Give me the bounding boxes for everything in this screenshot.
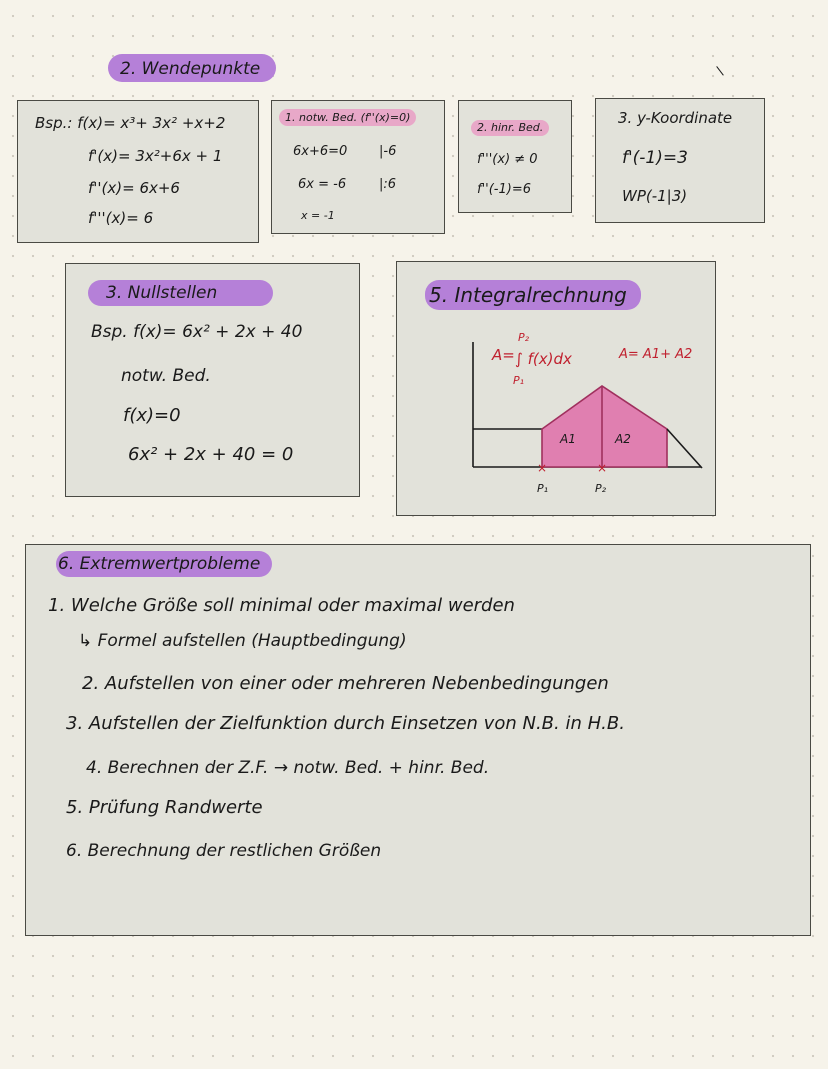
extremwert-item-3: 3. Aufstellen der Zielfunktion durch Einsetzen von N.B. in H.B. [66,713,625,734]
notw-eq-3: x = -1 [301,209,335,222]
example-line-3: f''(x)= 6x+6 [88,179,180,197]
nullstellen-fx0: f(x)=0 [123,405,181,426]
notw-eq-1: 6x+6=0 [293,144,348,159]
point-marker-p2: × [596,461,608,475]
integral-graph [397,262,717,517]
y-coordinate-line-2: WP(-1|3) [622,187,688,205]
extremwert-item-4: 4. Berechnen der Z.F. → notw. Bed. + hinr. Bed. [86,758,490,778]
hinr-line-2: f''(-1)=6 [477,182,531,197]
point-label-p2: P₂ [595,482,607,495]
notw-eq-2: 6x = -6 [298,177,347,192]
notw-op-1: |-6 [379,144,397,159]
nullstellen-cond: notw. Bed. [121,366,211,386]
section-title-nullstellen: 3. Nullstellen [88,280,273,306]
point-label-p1: P₁ [537,482,549,495]
extremwert-item-5: 5. Prüfung Randwerte [66,797,263,818]
extremwert-item-6: 6. Berechnung der restlichen Größen [66,841,382,861]
graph-area-fill [542,386,667,467]
area-label-a1: A1 [560,432,576,446]
integral-upper-bound: P₂ [518,331,530,344]
hinr-bed-box [458,100,572,213]
extremwert-item-1: 1. Welche Größe soll minimal oder maximal werden [48,595,515,616]
nullstellen-box [65,263,360,497]
integral-expression: ∫ f(x)dx [515,350,572,368]
extremwert-box [25,544,811,936]
example-line-1: Bsp.: f(x)= x³+ 3x² +x+2 [35,114,226,132]
extremwert-item-2: 2. Aufstellen von einer oder mehreren Nebenbedingungen [82,673,609,694]
section-title-extremwertprobleme: 6. Extremwertprobleme [56,551,272,577]
notw-bed-box [271,100,445,234]
point-marker-p1: × [536,461,548,475]
y-coordinate-line-1: f'(-1)=3 [622,148,688,168]
notw-op-2: |:6 [379,177,397,192]
notw-bed-header: 1. notw. Bed. (f''(x)=0) [279,109,416,126]
integral-box [396,261,716,516]
y-coordinate-header: 3. y-Koordinate [618,109,733,127]
integral-formula-lhs: A= [492,346,515,364]
area-label-a2: A2 [615,432,631,446]
example-line-2: f'(x)= 3x²+6x + 1 [88,147,223,165]
stray-mark: \ [715,63,725,80]
section-title-integralrechnung: 5. Integralrechnung [425,280,641,310]
hinr-bed-header: 2. hinr. Bed. [471,120,549,136]
y-coordinate-box [595,98,765,223]
extremwert-item-1-sub: ↳ Formel aufstellen (Hauptbedingung) [78,631,407,651]
nullstellen-example: Bsp. f(x)= 6x² + 2x + 40 [91,322,303,342]
integral-formula-sum: A= A1+ A2 [619,347,693,362]
graph-curve-right [667,429,702,468]
integral-lower-bound: P₁ [513,374,525,387]
hinr-line-1: f'''(x) ≠ 0 [477,152,538,167]
example-box [17,100,259,243]
section-title-wendepunkte: 2. Wendepunkte [108,54,276,82]
nullstellen-equation: 6x² + 2x + 40 = 0 [128,444,294,465]
example-line-4: f'''(x)= 6 [88,209,154,227]
